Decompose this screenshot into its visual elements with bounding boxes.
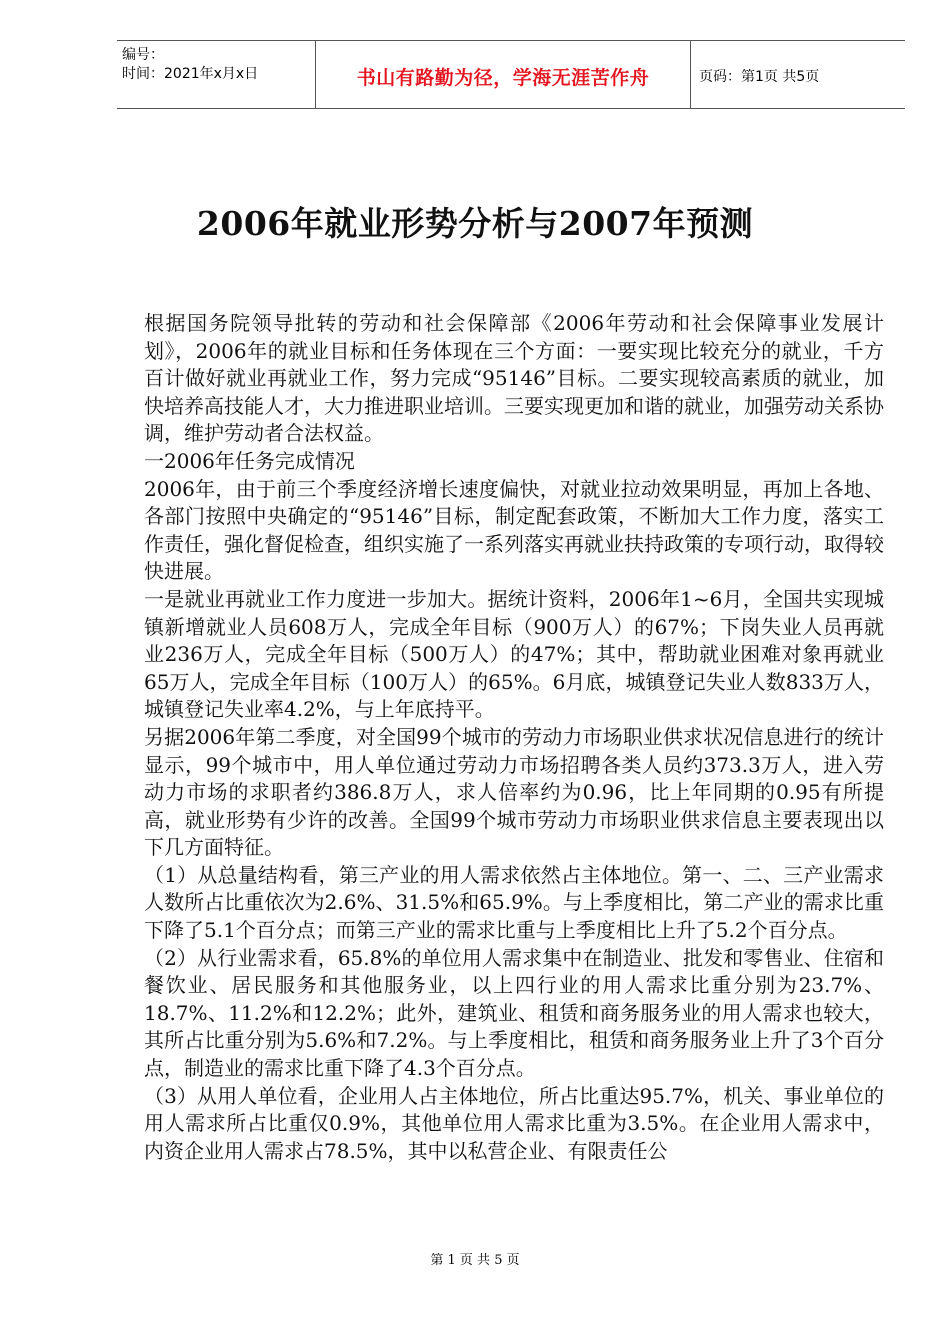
header-motto: 书山有路勤为径，学海无涯苦作舟 xyxy=(356,67,650,89)
paragraph: 一是就业再就业工作力度进一步加大。据统计资料，2006年1~6月，全国共实现城镇新增就业人员608万人，完成全年目标（900万人）的67%；下岗失业人员再就业236万人，完成全年目标（500万人）的47%；其中，帮助就业困难对象再就业65万人，完成全年目标（100万人）的65%。6月底，城镇登记失业人数833万人，城镇登记失业率4.2%，与上年底持平。 xyxy=(144,586,884,722)
page-header xyxy=(117,40,905,109)
header-page-code: 页码：第1页 共5页 xyxy=(699,69,820,85)
header-page-cell xyxy=(691,41,905,108)
paragraph: （2）从行业需求看，65.8%的单位用人需求集中在制造业、批发和零售业、住宿和餐饮业、居民服务和其他服务业，以上四行业的用人需求比重分别为23.7%、18.7%、11.2%和12.2%；此外，建筑业、租赁和商务服务业的用人需求也较大，其所占比重分别为5.6%和7.2%。与上季度相比，租赁和商务服务业上升了3个百分点，制造业的需求比重下降了4.3个百分点。 xyxy=(144,945,884,1081)
document-time-label: 时间：2021年x月x日 xyxy=(122,66,259,82)
document-body xyxy=(144,310,884,1165)
section-heading: 一2006年任务完成情况 xyxy=(144,448,355,473)
document-title: 2006年就业形势分析与2007年预测 xyxy=(196,204,754,243)
paragraph-intro: 根据国务院领导批转的劳动和社会保障部《2006年劳动和社会保障事业发展计划》，2006年的就业目标和任务体现在三个方面：一要实现比较充分的就业，千方百计做好就业再就业工作，努力完成“95146”目标。二要实现较高素质的就业，加快培养高技能人才，大力推进职业培训。三要实现更加和谐的就业，加强劳动关系协调，维护劳动者合法权益。 xyxy=(144,311,884,446)
paragraph: 2006年，由于前三个季度经济增长速度偏快，对就业拉动效果明显，再加上各地、各部门按照中央确定的“95146”目标，制定配套政策，不断加大工作力度，落实工作责任，强化督促检查，组织实施了一系列落实再就业扶持政策的专项行动，取得较快进展。 xyxy=(144,476,884,584)
header-meta-cell xyxy=(117,41,315,108)
page-footer: 第 1 页 共 5 页 xyxy=(430,1253,520,1268)
paragraph: 另据2006年第二季度，对全国99个城市的劳动力市场职业供求状况信息进行的统计显示，99个城市中，用人单位通过劳动力市场招聘各类人员约373.3万人，进入劳动力市场的求职者约386.8万人，求人倍率约为0.96，比上年同期的0.95有所提高，就业形势有少许的改善。全国99个城市劳动力市场职业供求信息主要表现出以下几方面特征。 xyxy=(144,724,884,860)
header-motto-cell xyxy=(315,41,691,108)
paragraph: （3）从用人单位看，企业用人占主体地位，所占比重达95.7%，机关、事业单位的用人需求所占比重仅0.9%，其他单位用人需求比重为3.5%。在企业用人需求中，内资企业用人需求占78.5%，其中以私营企业、有限责任公 xyxy=(144,1083,884,1163)
paragraph: （1）从总量结构看，第三产业的用人需求依然占主体地位。第一、二、三产业需求人数所占比重依次为2.6%、31.5%和65.9%。与上季度相比，第二产业的需求比重下降了5.1个百分点；而第三产业的需求比重与上季度相比上升了5.2个百分点。 xyxy=(144,862,884,943)
document-number-label: 编号： xyxy=(122,47,164,63)
